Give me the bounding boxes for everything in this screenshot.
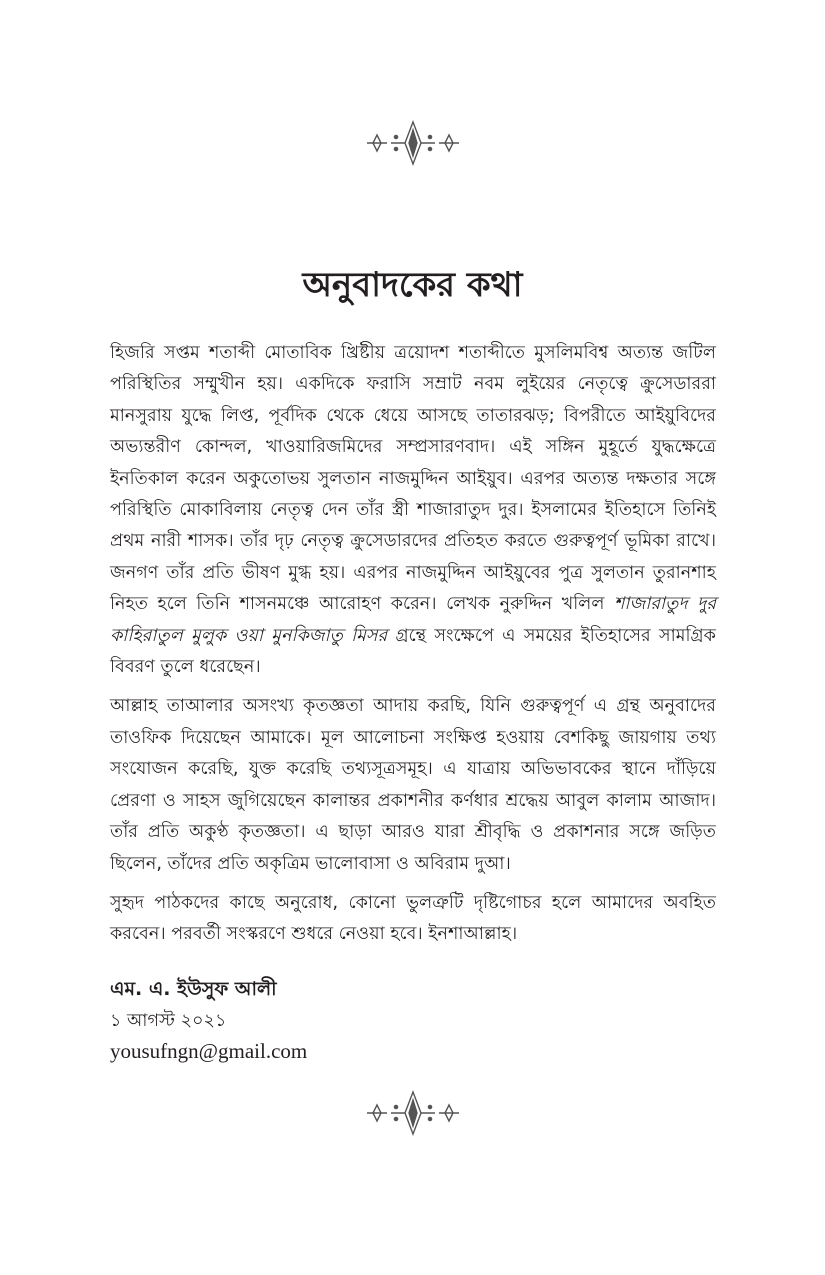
translator-email: yousufngn@gmail.com: [110, 1039, 308, 1063]
translator-name: এম. এ. ইউসুফ আলী: [110, 978, 277, 1000]
book-title: শাজারাতুদ দুর কাহিরাতুল মুলুক ওয়া মুনকিজাতু মিসর: [110, 594, 717, 646]
signature-date: ১ আগস্ট ২০২১: [110, 1011, 227, 1031]
paragraph-3: সুহৃদ পাঠকদের কাছে অনুরোধ, কোনো ভুলত্রুটি দৃষ্টিগোচর হলে আমাদের অবহিত করবেন। পরবর্তী সংস্করণে শুধরে নেওয়া হবে। ইনশাআল্লাহ।: [110, 892, 716, 945]
paragraph-1: [110, 338, 716, 683]
paragraph-1-text: হিজরি সপ্তম শতাব্দী মোতাবিক খ্রিষ্টীয় ত্রয়োদশ শতাব্দীতে মুসলিমবিশ্ব অত্যন্ত জটিল পরিস্থিতির সম্মুখীন হয়। একদিকে ফরাসি সম্রাট নবম লুইয়ের নেতৃত্বে ক্রুসেডাররা মানসুরায় যুদ্ধে লিপ্ত, পূর্বদিক থেকে ধেয়ে আসছে তাতারঝড়; বিপরীতে আইয়ুবিদের অভ্যন্তরীণ কোন্দল, খাওয়ারিজমিদের সম্প্রসারণবাদ। এই সঙ্গিন মুহূর্তে যুদ্ধক্ষেত্রে ইনতিকাল করেন অকুতোভয় সুলতান নাজমুদ্দিন আইয়ুব। এরপর অত্যন্ত দক্ষতার সঙ্গে পরিস্থিতি মোকাবিলায় নেতৃত্ব দেন তাঁর স্ত্রী শাজারাতুদ দুর। ইসলামের ইতিহাসে তিনিই প্রথম নারী শাসক। তাঁর দৃঢ় নেতৃত্ব ক্রুসেডারদের প্রতিহত করতে গুরুত্বপূর্ণ ভূমিকা রাখে। জনগণ তাঁর প্রতি ভীষণ মুগ্ধ হয়। এরপর নাজমুদ্দিন আইয়ুবের পুত্র সুলতান তুরানশাহ নিহত হলে তিনি শাসনমঞ্চে আরোহণ করেন। লেখক নুরুদ্দিন খলিল: [110, 343, 716, 615]
page-title: অনুবাদকের কথা: [302, 265, 523, 305]
body-text: [110, 338, 716, 959]
paragraph-2: আল্লাহ তাআলার অসংখ্য কৃতজ্ঞতা আদায় করছি, যিনি গুরুত্বপূর্ণ এ গ্রন্থ অনুবাদের তাওফিক দিয়েছেন আমাকে। মূল আলোচনা সংক্ষিপ্ত হওয়ায় বেশকিছু জায়গায় তথ্য সংযোজন করেছি, যুক্ত করেছি তথ্যসূত্রসমূহ। এ যাত্রায় অভিভাবকের স্থানে দাঁড়িয়ে প্রেরণা ও সাহস জুগিয়েছেন কালান্তর প্রকাশনীর কর্ণধার শ্রদ্ধেয় আবুল কালাম আজাদ। তাঁর প্রতি অকুণ্ঠ কৃতজ্ঞতা। এ ছাড়া আরও যারা শ্রীবৃদ্ধি ও প্রকাশনার সঙ্গে জড়িত ছিলেন, তাঁদের প্রতি অকৃত্রিম ভালোবাসা ও অবিরাম দুআ।: [110, 696, 716, 874]
bottom-ornament-icon: [363, 1088, 463, 1138]
signature-block: [110, 972, 610, 1066]
top-ornament-icon: [363, 118, 463, 168]
paragraph-1-tail: গ্রন্থে সংক্ষেপে এ সময়ের ইতিহাসের সামগ্রিক বিবরণ তুলে ধরেছেন।: [110, 625, 716, 678]
